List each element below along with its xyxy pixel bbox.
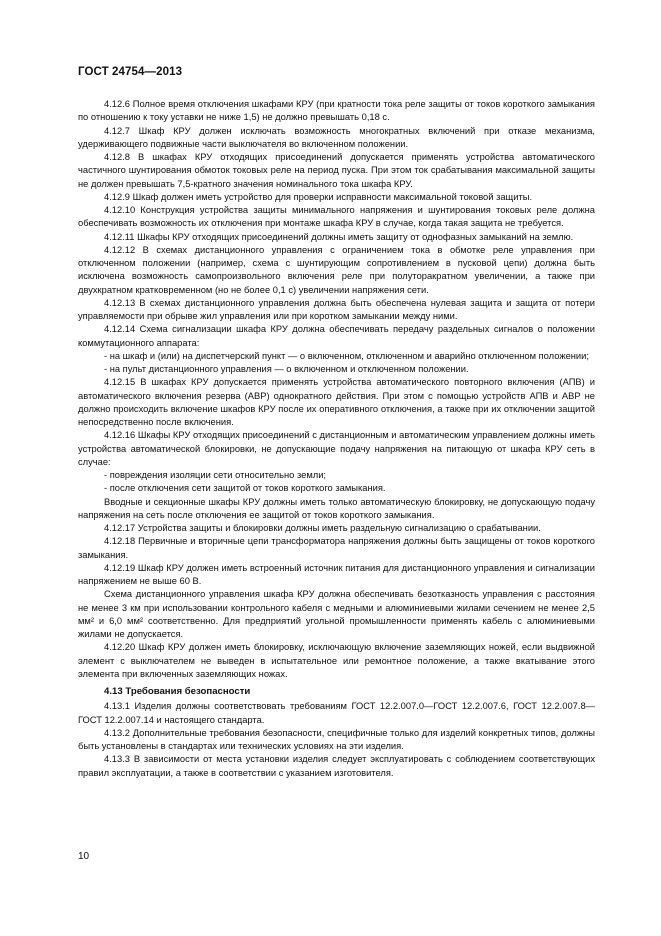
paragraph-4-13-3: 4.13.3 В зависимости от места установки изделия следует эксплуатировать с соблюдением соответствующих правил эксплуатации, а также в соответствии с указанием изготовителя. [78, 754, 595, 778]
document-body [78, 98, 595, 780]
paragraph-4-12-19-note: Схема дистанционного управления шкафа КРУ должна обеспечивать безотказность управления с расстояния не менее 3 км при использовании контрольного кабеля с медными и алюминиевыми жилами сечением не менее 2,5 мм² и 6,0 мм² соответственно. Для предприятий угольной промышленности применять кабель с алюминиевыми жилами не допускается. [78, 589, 595, 639]
paragraph-4-12-8: 4.12.8 В шкафах КРУ отходящих присоединений допускается применять устройства автоматического частичного шунтирования обмоток токовых реле на период пуска. При этом ток срабатывания максимальной защиты не должен превышать 7,5-кратного значения номинального тока шкафа КРУ. [78, 152, 595, 189]
paragraph-4-12-14: 4.12.14 Схема сигнализации шкафа КРУ должна обеспечивать передачу раздельных сигналов о положении коммутационного аппарата: [78, 324, 595, 348]
paragraph-4-12-6: 4.12.6 Полное время отключения шкафами КРУ (при кратности тока реле защиты от токов короткого замыкания по отношению к току уставки не ниже 1,5) не должно превышать 0,18 с. [78, 99, 595, 123]
paragraph-4-12-11: 4.12.11 Шкафы КРУ отходящих присоединений должны иметь защиту от однофазных замыканий на землю. [104, 231, 574, 242]
paragraph-4-12-16-note: Вводные и секционные шкафы КРУ должны иметь только автоматическую блокировку, не допускающую подачу напряжения на сеть после отключения ее защитой от токов короткого замыкания. [78, 496, 595, 520]
section-heading: 4.13 Требования безопасности [104, 686, 251, 697]
page-number: 10 [78, 851, 90, 862]
paragraph-4-12-18: 4.12.18 Первичные и вторичные цепи трансформатора напряжения должны быть защищены от токов короткого замыкания. [78, 536, 595, 560]
paragraph-4-12-13: 4.12.13 В схемах дистанционного управления должна быть обеспечена нулевая защита и защита от потери управляемости при обрыве жил управления или при коротком замыкании между ними. [78, 297, 595, 321]
list-item: - повреждения изоляции сети относительно земли; [104, 470, 327, 480]
document-header: ГОСТ 24754—2013 [78, 66, 183, 78]
paragraph-4-12-10: 4.12.10 Конструкция устройства защиты минимального напряжения и шунтирования токовых реле должна обеспечивать возможность их отключения при монтаже шкафа КРУ в случае, когда такая защита не требуется. [78, 205, 595, 229]
list-item: - на шкаф и (или) на диспетчерский пункт — о включенном, отключенном и аварийно отключенном положении; [104, 350, 589, 361]
paragraph-4-12-7: 4.12.7 Шкаф КРУ должен исключать возможность многократных включений при отказе механизма, удерживающего подвижные части выключателя во включенном положении. [78, 125, 595, 149]
list-item: - на пульт дистанционного управления — о включенном и отключенном положении. [104, 364, 469, 374]
paragraph-4-13-1: 4.13.1 Изделия должны соответствовать требованиям ГОСТ 12.2.007.0—ГОСТ 12.2.007.6, ГОСТ 12.2.007.8—ГОСТ 12.2.007.14 и настоящего стандарта. [78, 701, 595, 725]
paragraph-4-12-20: 4.12.20 Шкаф КРУ должен иметь блокировку, исключающую включение заземляющих ножей, если выдвижной элемент с выключателем не выведен в испытательное или ремонтное положение, а также вкатывание этого элемента при включенных заземляющих ножах. [78, 642, 595, 679]
paragraph-4-12-17: 4.12.17 Устройства защиты и блокировки должны иметь раздельную сигнализацию о срабатывании. [104, 523, 541, 533]
paragraph-4-12-19: 4.12.19 Шкаф КРУ должен иметь встроенный источник питания для дистанционного управления и сигнализации напряжением не выше 60 В. [78, 562, 595, 586]
list-item: - после отключения сети защитой от токов короткого замыкания. [104, 483, 386, 494]
paragraph-4-12-9: 4.12.9 Шкаф должен иметь устройство для проверки исправности максимальной токовой защиты. [104, 191, 533, 202]
paragraph-4-12-12: 4.12.12 В схемах дистанционного управления с ограничением тока в обмотке реле управления при отключенном положении (например, схема с шунтирующим сопротивлением в пусковой цепи) должна быть исключена возможность самопроизвольного включения реле при полуторакратном увеличении, а также при двухкратном кратковременном (но не более 0,1 с) увеличении напряжения сети. [78, 244, 595, 295]
paragraph-4-12-16: 4.12.16 Шкафы КРУ отходящих присоединений с дистанционным и автоматическим управлением должны иметь устройства автоматической блокировки, не допускающие подачу напряжения на питающую от шкафа КРУ сеть в случае: [78, 430, 595, 467]
paragraph-4-12-15: 4.12.15 В шкафах КРУ допускается применять устройства автоматического повторного включения (АПВ) и автоматического включения резерва (АВР) однократного действия. При этом с помощью устройств АПВ и АВР не должно происходить включение шкафов КРУ после их оперативного отключения, а также при их отключении защитой непосредственно после включения. [78, 377, 595, 427]
paragraph-4-13-2: 4.13.2 Дополнительные требования безопасности, специфичные только для изделий конкретных типов, должны быть установлены в стандартах или технических условиях на эти изделия. [78, 727, 595, 751]
